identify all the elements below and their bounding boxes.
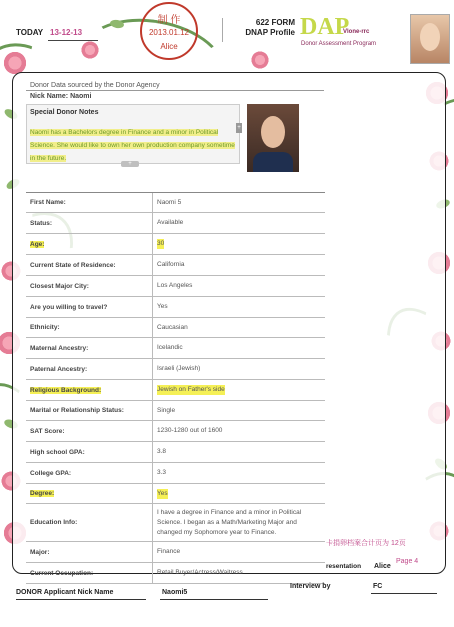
row-value-text: Single xyxy=(157,406,176,414)
row-label-text: Major: xyxy=(30,548,50,556)
row-value-text: Caucasian xyxy=(157,323,188,331)
row-value xyxy=(153,255,325,275)
row-value xyxy=(153,380,325,400)
stamp-line-3: Alice xyxy=(160,42,178,51)
row-label-text: College GPA: xyxy=(30,469,72,477)
table-row xyxy=(26,318,325,338)
row-label xyxy=(26,255,153,275)
approval-stamp xyxy=(140,2,198,60)
row-label xyxy=(26,359,153,379)
today-underline xyxy=(48,40,98,41)
form-name: DNAP Profile xyxy=(245,28,295,37)
table-row xyxy=(26,463,325,484)
row-label-text: Closest Major City: xyxy=(30,282,89,290)
row-value-text: Israeli (Jewish) xyxy=(157,365,201,372)
interview-label: Interview by xyxy=(290,583,331,590)
row-label-text: Current Occupation: xyxy=(30,569,94,577)
row-value-text: Finance xyxy=(157,548,181,555)
table-row xyxy=(26,213,325,234)
table-row xyxy=(26,255,325,276)
row-value-text: 1230-1280 out of 1600 xyxy=(157,427,223,434)
profile-table xyxy=(26,192,325,584)
row-label-text: Religious Background: xyxy=(30,386,102,394)
row-value xyxy=(153,276,325,296)
archive-note: 卡捐卵档案合计页为 12页 xyxy=(326,540,406,547)
row-label xyxy=(26,338,153,358)
presentation-name: Alice xyxy=(374,563,391,570)
row-value xyxy=(153,484,325,503)
applicant-underline xyxy=(160,599,268,600)
row-value-text: 30 xyxy=(157,240,165,247)
table-row xyxy=(26,234,325,255)
row-value xyxy=(153,542,325,562)
row-label xyxy=(26,380,153,400)
row-value-text: Icelandic xyxy=(157,344,183,351)
row-label xyxy=(26,442,153,462)
row-label-text: First Name: xyxy=(30,199,66,206)
row-value-text: California xyxy=(157,261,185,268)
row-value xyxy=(153,338,325,358)
table-row xyxy=(26,338,325,359)
row-label xyxy=(26,213,153,233)
brand-logo: DAP xyxy=(300,14,350,40)
donor-photo xyxy=(247,104,299,172)
row-value-text: Jewish on Father's side xyxy=(157,386,225,393)
row-label xyxy=(26,193,153,212)
table-row xyxy=(26,442,325,463)
row-value xyxy=(153,463,325,483)
today-label: TODAY xyxy=(16,28,44,37)
row-value-text: 3.3 xyxy=(157,469,167,476)
row-label-text: High school GPA: xyxy=(30,448,85,456)
table-row xyxy=(26,563,325,584)
row-label xyxy=(26,401,153,420)
row-value-text: Retail Buyer/Actress/Waitress xyxy=(157,569,243,576)
row-label xyxy=(26,234,153,254)
row-value xyxy=(153,359,325,379)
presentation-label: resentation xyxy=(326,563,362,570)
row-label xyxy=(26,484,153,503)
special-notes-text xyxy=(30,126,235,165)
row-label-text: Marital or Relationship Status: xyxy=(30,407,124,414)
row-label-text: Are you willing to travel? xyxy=(30,303,108,311)
nick-name-heading: Nick Name: Naomi xyxy=(30,93,92,100)
row-label-text: Education Info: xyxy=(30,519,78,526)
table-row xyxy=(26,484,325,504)
row-label-text: Age: xyxy=(30,240,45,248)
row-value xyxy=(153,401,325,420)
row-label xyxy=(26,276,153,296)
table-row xyxy=(26,297,325,318)
row-label xyxy=(26,297,153,317)
row-value xyxy=(153,234,325,254)
applicant-label-underline xyxy=(16,599,146,600)
row-value xyxy=(153,421,325,441)
brand-suffix: Vlone-rrc xyxy=(343,29,370,35)
data-source-text: Donor Data sourced by the Donor Agency xyxy=(30,82,160,89)
interviewer-underline xyxy=(371,593,437,594)
row-label xyxy=(26,542,153,562)
applicant-nick-value: Naomi5 xyxy=(162,589,188,596)
table-row xyxy=(26,421,325,442)
today-date: 13-12-13 xyxy=(50,28,83,37)
row-label xyxy=(26,318,153,337)
table-row xyxy=(26,542,325,563)
row-label-text: Degree: xyxy=(30,490,55,497)
row-label xyxy=(26,504,153,541)
stamp-line-2: 2013.01.12 xyxy=(148,28,190,37)
row-label-text: Current State of Residence: xyxy=(30,261,116,269)
row-label-text: SAT Score: xyxy=(30,427,65,435)
interviewer-value: FC xyxy=(373,583,383,590)
special-notes-title: Special Donor Notes xyxy=(30,109,99,116)
source-divider xyxy=(26,90,324,91)
table-row xyxy=(26,504,325,542)
row-value xyxy=(153,563,325,583)
row-label-text: Status: xyxy=(30,219,53,227)
header-photo xyxy=(410,14,450,64)
table-row xyxy=(26,276,325,297)
row-label xyxy=(26,421,153,441)
row-value xyxy=(153,297,325,317)
row-value xyxy=(153,318,325,337)
row-value-text: 3.8 xyxy=(157,448,167,455)
row-value-text: I have a degree in Finance and a minor in Political Science. I began as a Math/Marketing Major and changed my Sophomore year to Finance. xyxy=(157,508,302,536)
row-value xyxy=(153,504,325,541)
stamp-line-1: 制 作 xyxy=(157,15,181,26)
row-value xyxy=(153,442,325,462)
table-row xyxy=(26,380,325,401)
page-number: Page 4 xyxy=(396,558,419,565)
table-row xyxy=(26,359,325,380)
row-value-text: Los Angeles xyxy=(157,282,193,289)
row-value-text: Naomi 5 xyxy=(157,198,182,206)
table-row xyxy=(26,193,325,213)
row-label-text: Paternal Ancestry: xyxy=(30,365,88,373)
special-notes-body: Naomi has a Bachelors degree in Finance and a minor in Political Science. She would like to own her own production company sometime in the future. xyxy=(30,129,235,162)
notes-side-handle[interactable]: + xyxy=(237,125,241,131)
row-value xyxy=(153,193,325,212)
row-label-text: Maternal Ancestry: xyxy=(30,344,89,352)
applicant-label: DONOR Applicant Nick Name xyxy=(16,589,114,596)
brand-program: Donor Assessment Program xyxy=(301,41,377,47)
row-value-text: Available xyxy=(157,219,184,226)
row-label xyxy=(26,463,153,483)
table-row xyxy=(26,401,325,421)
notes-expand-handle[interactable]: + xyxy=(121,161,139,167)
row-label xyxy=(26,563,153,583)
form-number: 622 FORM xyxy=(255,18,295,27)
row-value xyxy=(153,213,325,233)
row-value-text: Yes xyxy=(157,489,168,497)
form-title xyxy=(222,18,295,42)
row-label-text: Ethnicity: xyxy=(30,324,60,331)
row-value-text: Yes xyxy=(157,303,168,310)
